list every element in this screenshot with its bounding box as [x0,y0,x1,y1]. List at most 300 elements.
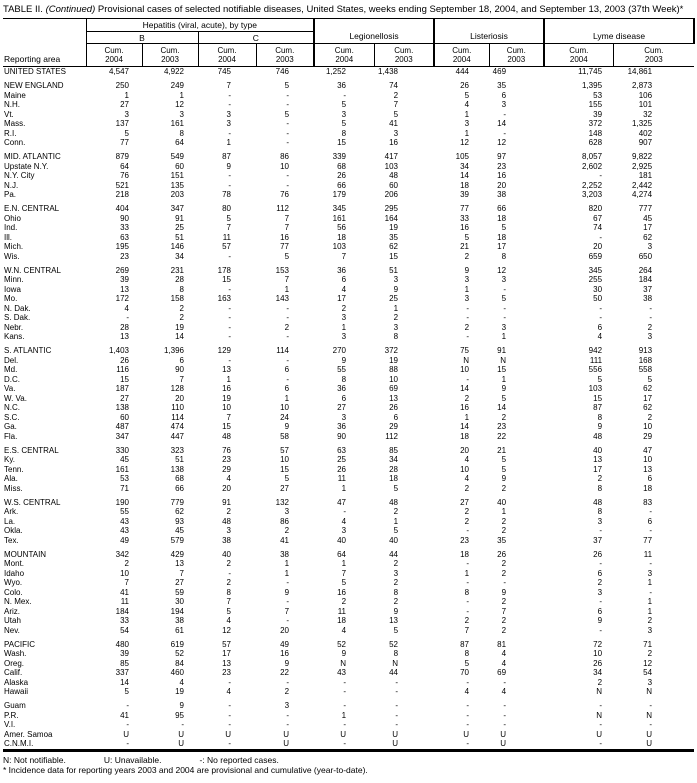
value-cell: 3 [284,507,290,516]
value-cell: 184 [638,275,653,284]
value-cell: 1 [341,559,347,568]
value-cell: U [392,739,399,748]
reporting-area-cell: Ga. [4,422,17,431]
value-cell: 1 [501,374,507,384]
reporting-area-cell: Ariz. [4,606,20,616]
value-cell: 4 [501,687,507,696]
value-cell: 69 [389,384,399,393]
value-cell: 4,274 [632,190,653,199]
reporting-area-cell: Tex. [4,535,19,545]
value-cell: 76 [222,445,231,455]
value-cell: 62 [643,403,653,412]
value-cell: 8 [179,128,184,138]
reporting-area-cell: N. Mex. [4,597,32,606]
reporting-area-cell: Guam [4,701,26,710]
value-cell: 146 [170,242,184,251]
value-cell: 3 [341,332,347,341]
reporting-area-cell: Fla. [4,431,18,441]
value-cell: 7 [393,100,399,109]
value-cell: 14 [460,422,470,431]
value-cell: 81 [497,639,507,649]
value-cell: 7 [501,606,507,616]
value-cell: N [500,355,507,365]
column-header-cum-2003-3: Cum. 2003 [256,44,314,67]
value-cell: 12 [175,100,184,109]
value-cell: 1 [464,284,470,294]
value-cell: 8 [341,374,347,384]
value-cell: 114 [276,346,290,355]
value-cell: 1 [124,90,129,100]
value-cell: 48 [222,516,231,526]
table-row [3,659,694,669]
reporting-area-cell: Mich. [4,242,24,251]
value-cell: 1 [341,322,347,332]
value-cell: 218 [115,190,129,199]
value-cell: 907 [638,138,653,147]
value-cell: - [466,303,470,313]
value-cell: 164 [384,213,399,223]
value-cell: 91 [497,346,507,355]
value-cell: 2 [393,90,399,100]
value-cell: 13 [175,559,184,568]
value-cell: 21 [460,242,470,251]
reporting-area-cell: Pa. [4,190,17,199]
table-row [3,559,694,569]
value-cell: 2 [597,578,603,587]
value-cell: 14 [175,332,184,341]
value-cell: 34 [460,161,470,171]
value-cell: - [466,578,470,587]
reporting-area-cell: S. ATLANTIC [4,346,52,355]
value-cell: 7 [284,213,290,223]
value-cell: 112 [385,431,399,441]
value-cell: 53 [120,474,129,483]
value-cell: 111 [589,355,603,365]
value-cell: 84 [175,658,184,668]
region-row [3,498,694,508]
value-cell: - [286,720,290,729]
value-cell: 70 [460,668,470,677]
value-cell: 6 [284,365,290,374]
value-cell: 34 [593,668,603,677]
value-cell: 3 [647,242,653,251]
value-cell: 55 [120,507,129,516]
table-row [3,597,694,607]
value-cell: 151 [170,171,184,180]
table-row [3,294,694,304]
value-cell: - [228,251,231,261]
value-cell: U [340,729,347,739]
group-header-legionellosis: Legionellosis [314,19,434,44]
value-cell: 4 [597,332,603,341]
value-cell: 4,547 [108,67,129,76]
value-cell: 55 [337,365,347,374]
value-cell: - [503,128,507,138]
table-row [3,403,694,413]
table-row [3,507,694,517]
reporting-area-cell: V.I. [4,720,16,729]
value-cell: 203 [170,190,184,199]
value-cell: U [646,739,653,748]
value-cell: 2,602 [582,161,603,171]
value-cell: 2 [284,526,290,535]
value-cell: 1 [647,597,653,606]
region-row [3,152,694,162]
value-cell: 3 [341,412,347,422]
value-cell: 44 [389,549,399,559]
value-cell: 11,745 [578,67,603,76]
reporting-area-cell: Md. [4,365,18,374]
value-cell: 18 [643,483,653,493]
value-cell: 38 [222,535,231,545]
value-cell: 8 [393,332,399,341]
value-cell: 14 [460,384,470,393]
value-cell: 11 [120,597,129,606]
value-cell: 30 [593,284,603,294]
value-cell: 138 [115,403,129,412]
value-cell: 78 [222,190,231,199]
value-cell: 14,861 [627,67,653,76]
reporting-area-cell: Ind. [4,223,18,232]
value-cell: 4 [464,455,470,464]
reporting-area-cell: Mont. [4,559,25,568]
value-cell: - [599,720,603,729]
value-cell: 76 [120,171,129,180]
value-cell: 5 [501,455,507,464]
value-cell: 3 [226,109,231,119]
value-cell: 8 [393,587,399,597]
value-cell: 5 [124,687,129,696]
reporting-area-cell: Wyo. [4,578,23,587]
value-cell: 62 [643,232,653,242]
value-cell: - [599,597,603,606]
value-cell: 184 [115,606,129,616]
value-cell: - [599,303,603,313]
value-cell: 549 [170,152,184,161]
value-cell: 27 [120,393,129,403]
reporting-area-cell: E.N. CENTRAL [4,204,60,213]
reporting-area-cell: Ala. [4,474,18,483]
column-header-cum-2004-6: Cum. 2004 [434,44,489,67]
value-cell: 87 [222,152,231,161]
value-cell: 5 [226,606,231,616]
value-cell: - [395,687,399,696]
value-cell: 3 [179,109,184,119]
value-cell: - [466,606,470,616]
value-cell: 18 [497,213,507,223]
region-row [3,81,694,91]
value-cell: 15 [120,374,129,384]
value-cell: 2 [464,393,470,403]
value-cell: 429 [170,549,184,559]
value-cell: 153 [275,265,290,275]
value-cell: 35 [389,232,399,242]
value-cell: 269 [115,265,129,275]
value-cell: 33 [460,213,470,223]
value-cell: 163 [217,294,231,303]
value-cell: - [343,687,347,696]
value-cell: 187 [115,384,129,393]
value-cell: - [466,313,470,322]
reporting-area-cell: Wash. [4,649,27,658]
value-cell: 10 [120,568,129,578]
value-cell: 8 [393,649,399,658]
value-cell: 347 [115,431,129,441]
value-cell: 18 [337,232,347,242]
reporting-area-cell: Miss. [4,483,23,493]
value-cell: - [286,180,290,190]
value-cell: - [228,180,231,190]
value-cell: 48 [593,431,603,441]
value-cell: 8 [501,251,507,261]
value-cell: 22 [497,431,507,441]
value-cell: 49 [120,535,129,545]
value-cell: 39 [460,190,470,199]
value-cell: 2 [501,483,507,493]
table-row [3,375,694,385]
value-cell: 66 [497,204,507,213]
value-cell: 6 [647,474,653,483]
value-cell: 17 [222,649,231,658]
value-cell: 7 [341,568,347,578]
value-cell: 2 [501,568,507,578]
table-row [3,119,694,129]
value-cell: 18 [497,232,507,242]
value-cell: 3 [647,568,653,578]
column-header-cum-2004-2: Cum. 2004 [198,44,256,67]
table-row [3,432,694,442]
value-cell: 93 [175,516,184,526]
value-cell: - [599,739,603,748]
value-cell: 3 [647,625,653,635]
value-cell: 41 [120,587,129,597]
value-cell: 23 [497,422,507,431]
value-cell: - [466,332,470,341]
header-cum-row [3,44,694,67]
value-cell: 15 [389,251,399,261]
value-cell: - [286,332,290,341]
value-cell: 35 [497,81,507,90]
value-cell: 16 [222,384,231,393]
value-cell: 36 [337,265,347,275]
value-cell: 5 [501,393,507,403]
value-cell: 330 [115,445,129,455]
reporting-area-cell: Alaska [4,677,29,687]
value-cell: - [649,587,653,597]
value-cell: U [463,729,470,739]
header-group-row [3,19,694,32]
value-cell: 2 [341,303,347,313]
column-header-cum-2003-7: Cum. 2003 [489,44,544,67]
value-cell: 9 [501,474,507,483]
value-cell: 13 [222,658,231,668]
value-cell: 9 [597,422,603,431]
value-cell: - [466,559,470,568]
group-header-lyme-disease: Lyme disease [544,19,694,44]
column-header-cum-2004-8: Cum. 2004 [544,44,613,67]
value-cell: 19 [175,322,184,332]
value-cell: 2 [501,616,507,625]
value-cell: 6 [597,322,603,332]
value-cell: 444 [455,67,470,76]
value-cell: 41 [280,535,290,545]
value-cell: 195 [115,242,129,251]
value-cell: 21 [497,445,507,455]
value-cell: 17 [593,464,603,474]
reporting-area-cell: Nev. [4,625,20,635]
table-row [3,304,694,314]
table-row [3,465,694,475]
value-cell: 7 [464,625,470,635]
value-cell: 71 [643,639,653,649]
value-cell: 650 [638,251,653,261]
value-cell: 7 [124,578,129,587]
value-cell: 17 [643,223,653,232]
value-cell: 1 [179,90,184,100]
value-cell: 9 [284,422,290,431]
value-cell: 8,057 [582,152,603,161]
value-cell: 460 [170,668,184,677]
value-cell: - [343,90,347,100]
value-cell: 72 [593,639,603,649]
value-cell: 64 [175,138,184,147]
value-cell: 1 [341,483,347,493]
value-cell: 2 [179,303,184,313]
value-cell: 34 [175,251,184,261]
value-cell: 60 [389,180,399,190]
value-cell: 372 [588,119,603,128]
value-cell: 27 [280,483,290,493]
region-row [3,67,694,77]
table-row [3,138,694,148]
value-cell: 39 [120,275,129,284]
value-cell: - [395,677,399,687]
value-cell: 17 [337,294,347,303]
value-cell: 417 [384,152,399,161]
value-cell: 23 [460,535,470,545]
value-cell: 2 [284,322,290,332]
table-row [3,356,694,366]
value-cell: 474 [170,422,184,431]
reporting-area-cell: W.S. CENTRAL [4,497,61,507]
reporting-area-cell: C.N.M.I. [4,739,34,748]
value-cell: 4 [226,474,231,483]
value-cell: 101 [638,100,653,109]
value-cell: - [466,597,470,606]
value-cell: 23 [222,668,231,677]
value-cell: - [228,720,231,729]
value-cell: 17 [497,242,507,251]
table-row [3,607,694,617]
value-cell: 15 [337,138,347,147]
value-cell: 27 [460,497,470,507]
value-cell: 26 [497,549,507,559]
value-cell: 33 [120,223,129,232]
value-cell: 1,325 [632,119,653,128]
value-cell: 337 [115,668,129,677]
value-cell: 74 [389,81,399,90]
value-cell: - [286,313,290,322]
column-header-cum-2003-1: Cum. 2003 [142,44,198,67]
reporting-area-cell: Ill. [4,232,12,242]
value-cell: 6 [647,516,653,526]
value-cell: 7 [341,251,347,261]
value-cell: - [395,701,399,710]
value-cell: 112 [276,204,290,213]
value-cell: 103 [384,161,399,171]
reporting-area-cell: MID. ATLANTIC [4,152,61,161]
value-cell: 746 [275,67,290,76]
value-cell: - [503,710,507,720]
value-cell: 6 [341,393,347,403]
value-cell: 60 [175,161,184,171]
value-cell: 24 [280,412,290,422]
value-cell: 35 [497,535,507,545]
table-row [3,569,694,579]
value-cell: 77 [460,204,470,213]
value-cell: 619 [170,639,184,649]
value-cell: 26 [337,464,347,474]
value-cell: 36 [337,384,347,393]
table-row [3,365,694,375]
table-row [3,536,694,546]
value-cell: - [599,559,603,568]
value-cell: 5 [464,90,470,100]
value-cell: 1 [464,412,470,422]
value-cell: 4 [464,474,470,483]
value-cell: 2 [226,578,231,587]
value-cell: 3 [226,119,231,128]
table-row [3,687,694,697]
table-row [3,171,694,181]
table-title-continued: (Continued) [45,4,96,15]
value-cell: 12 [497,265,507,275]
value-cell: 62 [643,384,653,393]
value-cell: 23 [497,161,507,171]
value-cell: 779 [170,497,184,507]
value-cell: 20 [175,393,184,403]
value-cell: 1 [464,109,470,119]
table-title-text: Provisional cases of selected notifiable diseases, United States, weeks ending September 18, 2004, and September 13, 2003 (37th Week)* [97,4,684,15]
value-cell: 5 [393,625,399,635]
region-row [3,640,694,650]
table-row [3,332,694,342]
value-cell: 44 [389,668,399,677]
value-cell: 2,252 [582,180,603,190]
value-cell: 1 [464,568,470,578]
value-cell: 2,925 [632,161,653,171]
value-cell: 628 [588,138,603,147]
reporting-area-cell: Idaho [4,568,25,578]
value-cell: 4 [341,284,347,294]
value-cell: 40 [389,535,399,545]
value-cell: 15 [497,365,507,374]
table-row [3,384,694,394]
value-cell: 777 [638,204,653,213]
value-cell: 143 [275,294,290,303]
value-cell: 8 [597,507,603,516]
value-cell: 4 [464,687,470,696]
table-row [3,455,694,465]
reporting-area-cell: Minn. [4,275,24,284]
value-cell: 18 [460,549,470,559]
value-cell: 2 [647,649,653,658]
value-cell: 18 [389,474,399,483]
table-row [3,626,694,636]
table-row [3,129,694,139]
value-cell: - [466,720,470,729]
value-cell: 521 [115,180,129,190]
